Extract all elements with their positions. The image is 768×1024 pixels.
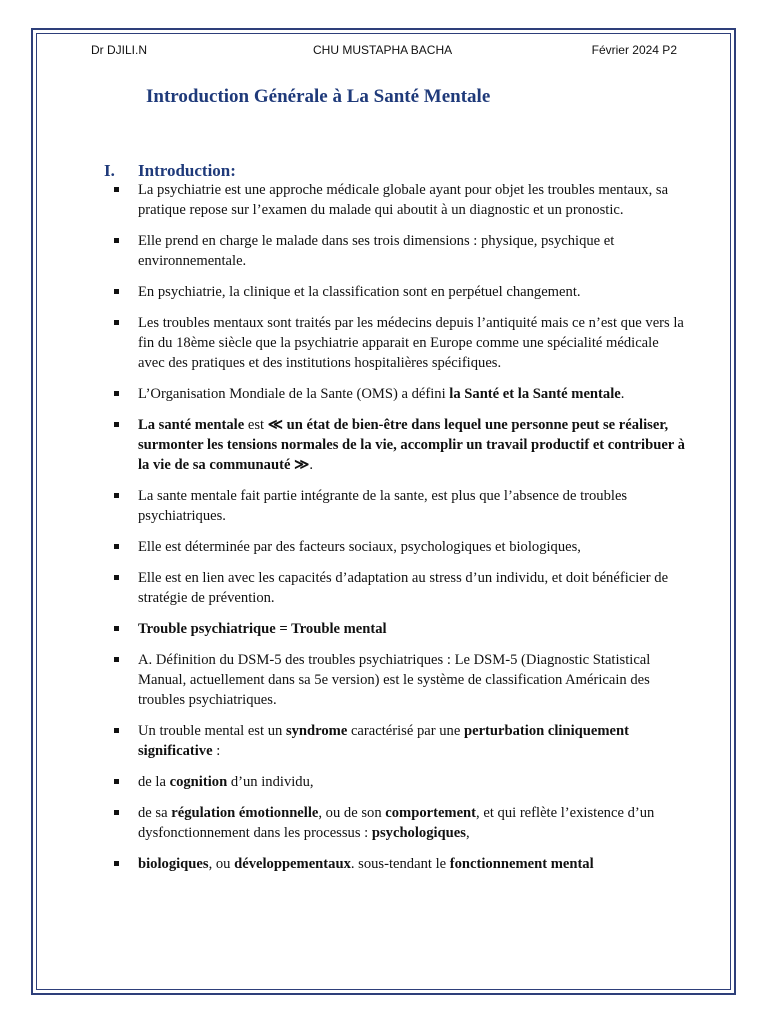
text: est [244,417,268,433]
text: A. Définition du DSM-5 des troubles psychiatriques : Le DSM-5 (Diagnostic Statistical Manual, actuellement dans sa 5e version) est le système de classification Américain des troubles psychiatriques. [138,652,651,708]
text: La sante mentale fait partie intégrante de la sante, est plus que l’absence de troubles psychiatriques. [138,488,628,524]
text: Un trouble mental est un [138,723,286,739]
text: La psychiatrie est une approche médicale globale ayant pour objet les troubles mentaux, sa pratique repose sur l’examen du malade qui aboutit à un diagnostic et un pronostic. [138,182,669,218]
bold-text: fonctionnement mental [449,856,594,872]
section-number: I. [104,161,115,180]
text: , et qui reflète l’existence d’un dysfonctionnement dans les processus : [138,805,655,841]
text: . [309,457,313,473]
text: Elle est déterminée par des facteurs sociaux, psychologiques et biologiques, [138,539,581,555]
text: En psychiatrie, la clinique et la classification sont en perpétuel changement. [138,284,581,300]
bullet-icon [114,779,119,784]
bold-text: régulation émotionnelle [171,805,319,821]
bullet-icon [114,861,119,866]
bold-text: psychologiques [371,825,466,841]
list-item [108,650,688,710]
bullet-icon [114,422,119,427]
bold-text: la Santé et la Santé mentale [449,386,621,402]
list-item [108,180,688,220]
bullet-icon [114,728,119,733]
bold-text: Trouble psychiatrique = Trouble mental [138,621,387,637]
bullet-icon [114,626,119,631]
bold-text: comportement [385,805,477,821]
list-item [108,803,688,843]
text: caractérisé par une [347,723,464,739]
page-title: Introduction Générale à La Santé Mentale [146,86,491,107]
header-institution: CHU MUSTAPHA BACHA [313,43,453,57]
header-author: Dr DJILI.N [91,43,148,57]
list-item [108,282,688,302]
list-item [108,486,688,526]
text: de la [138,774,170,790]
bullet-icon [114,391,119,396]
bold-text: syndrome [285,723,348,739]
text: : [212,743,221,759]
bullet-icon [114,320,119,325]
list-item [108,313,688,373]
bullet-icon [114,238,119,243]
text: . [620,386,625,402]
list-item [108,772,688,792]
bullet-icon [114,657,119,662]
bullet-icon [114,544,119,549]
text: Les troubles mentaux sont traités par les médecins depuis l’antiquité mais ce n’est que vers la fin du 18ème siècle que la psychiatrie apparait en Europe comme une spécialité médicale avec des pratiques et des institutions hospitalières spécifiques. [138,315,684,371]
bold-text: développementaux [234,856,351,872]
text: L’Organisation Mondiale de la Sante (OMS) a défini [138,386,450,402]
list-item [108,384,688,404]
bullet-icon [114,289,119,294]
list-item [108,854,688,874]
bullet-icon [114,575,119,580]
header-date-page: Février 2024 P2 [591,43,677,57]
bold-text: ≪ un état de bien-être dans lequel une personne peut se réaliser, surmonter les tensions normales de la vie, accomplir un travail productif et contribuer à la vie de sa communauté ≫ [138,417,685,473]
bullet-icon [114,493,119,498]
text: , ou [208,856,235,872]
list-item [108,568,688,608]
page-header [91,43,677,59]
text: de sa [138,805,172,821]
list-item [108,415,688,475]
bullet-icon [114,187,119,192]
list-item [108,537,688,557]
text: Elle prend en charge le malade dans ses trois dimensions : physique, psychique et environnementale. [138,233,615,269]
text: . sous-tendant le [350,856,450,872]
bold-text: La santé mentale [138,417,245,433]
section-label: Introduction: [138,161,236,180]
list-item [108,231,688,271]
bold-text: biologiques [138,856,209,872]
text: d’un individu, [227,774,314,790]
text: , ou de son [318,805,386,821]
text: , [465,825,470,841]
bullet-list [108,180,688,885]
list-item [108,619,688,639]
list-item [108,721,688,761]
bold-text: cognition [169,774,228,790]
text: Elle est en lien avec les capacités d’adaptation au stress d’un individu, et doit bénéficier de stratégie de prévention. [138,570,669,606]
bullet-icon [114,810,119,815]
bold-text: perturbation cliniquement significative [138,723,629,759]
